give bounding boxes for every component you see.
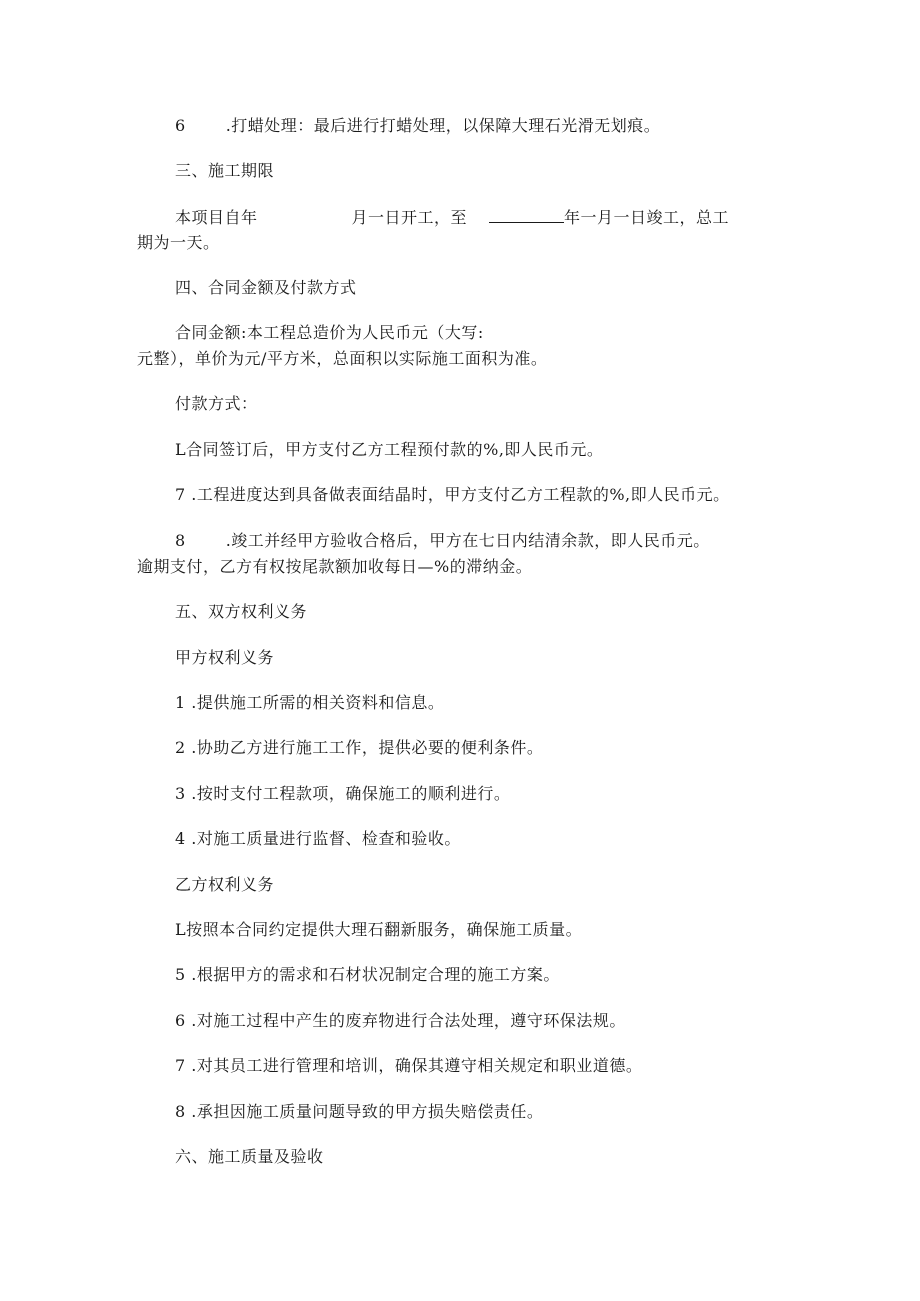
item-text: .竣工并经甲方验收合格后，甲方在七日内结清余款，即人民币元。 [225, 531, 710, 550]
payment-item-1: L合同签订后，甲方支付乙方工程预付款的%,即人民币元。 [175, 440, 604, 459]
paragraph-contract-amount: 合同金额:本工程总造价为人民币元（大写: [175, 323, 484, 342]
party-a-item-3: 3 .按时支付工程款项，确保施工的顺利进行。 [175, 784, 511, 803]
period-text-end: 年一月一日竣工，总工 [564, 208, 730, 227]
item-number: 8 [175, 531, 186, 550]
blank-year [489, 206, 564, 223]
paragraph-waxing [175, 115, 660, 137]
section-heading-construction-period: 三、施工期限 [175, 161, 275, 180]
party-b-item-1: L按照本合同约定提供大理石翻新服务，确保施工质量。 [175, 920, 583, 939]
payment-late-fee: 逾期支付，乙方有权按尾款额加收每日—%的滞纳金。 [137, 557, 533, 576]
party-b-item-4: 7 .对其员工进行管理和培训，确保其遵守相关规定和职业道德。 [175, 1056, 643, 1075]
payment-item-3 [175, 530, 710, 552]
subheading-party-a: 甲方权利义务 [175, 648, 275, 667]
period-text-middle: 月一日开工，至 [351, 208, 468, 227]
paragraph-period-cont: 期为一天。 [137, 233, 220, 252]
party-b-item-5: 8 .承担因施工质量问题导致的甲方损失赔偿责任。 [175, 1102, 544, 1121]
section-heading-quality: 六、施工质量及验收 [175, 1147, 324, 1166]
party-b-item-3: 6 .对施工过程中产生的废弃物进行合法处理，遵守环保法规。 [175, 1011, 626, 1030]
item-text: .打蜡处理：最后进行打蜡处理，以保障大理石光滑无划痕。 [225, 116, 661, 135]
party-a-item-1: 1 .提供施工所需的相关资料和信息。 [175, 693, 445, 712]
paragraph-contract-amount-cont: 元整），单价为元/平方米，总面积以实际施工面积为准。 [137, 349, 548, 368]
paragraph-period [175, 206, 729, 229]
party-a-item-2: 2 .协助乙方进行施工工作，提供必要的便利条件。 [175, 738, 544, 757]
section-heading-contract-amount: 四、合同金额及付款方式 [175, 278, 357, 297]
party-b-item-2: 5 .根据甲方的需求和石材状况制定合理的施工方案。 [175, 965, 560, 984]
party-a-item-4: 4 .对施工质量进行监督、检查和验收。 [175, 829, 461, 848]
item-number: 6 [175, 116, 186, 135]
subheading-party-b: 乙方权利义务 [175, 875, 275, 894]
paragraph-payment-method: 付款方式： [175, 394, 258, 413]
period-text-start: 本项目自年 [175, 208, 258, 227]
section-heading-rights: 五、双方权利义务 [175, 602, 308, 621]
payment-item-2: 7 .工程进度达到具备做表面结晶时，甲方支付乙方工程款的%,即人民币元。 [175, 485, 730, 504]
